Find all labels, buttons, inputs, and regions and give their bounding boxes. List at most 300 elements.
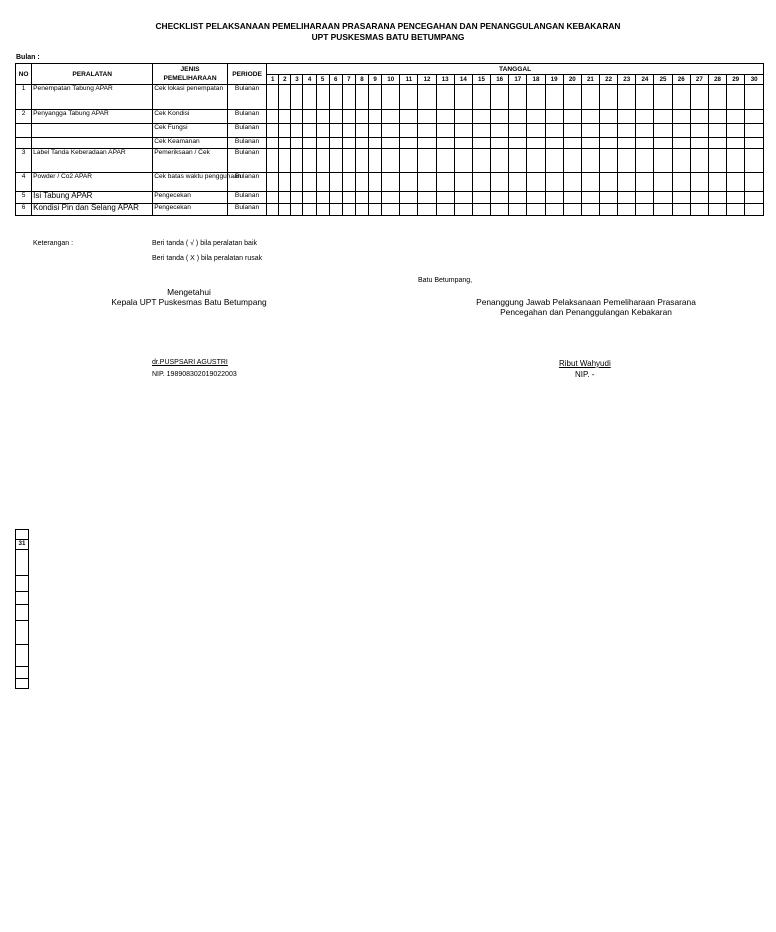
check-cell[interactable] <box>436 124 454 138</box>
check-cell[interactable] <box>279 149 291 173</box>
check-cell[interactable] <box>267 110 279 124</box>
check-cell[interactable] <box>316 149 329 173</box>
row-peralatan <box>32 138 153 149</box>
day-header-2: 2 <box>279 75 291 85</box>
check-cell[interactable] <box>509 204 527 216</box>
day-header-19: 19 <box>545 75 563 85</box>
check-cell[interactable] <box>563 173 581 192</box>
check-cell[interactable] <box>342 192 355 204</box>
check-cell[interactable] <box>600 204 618 216</box>
check-cell[interactable] <box>267 85 279 110</box>
check-cell[interactable] <box>545 149 563 173</box>
check-cell[interactable] <box>618 192 636 204</box>
check-cell[interactable] <box>400 173 418 192</box>
check-cell[interactable] <box>355 192 368 204</box>
check-cell[interactable] <box>491 204 509 216</box>
row-periode: Bulanan <box>227 85 266 110</box>
check-cell[interactable] <box>279 204 291 216</box>
check-cell[interactable] <box>600 192 618 204</box>
check-cell[interactable] <box>316 192 329 204</box>
check-cell[interactable] <box>355 110 368 124</box>
check-cell[interactable] <box>418 149 436 173</box>
check-cell[interactable] <box>291 110 303 124</box>
day-header-1: 1 <box>267 75 279 85</box>
check-cell[interactable] <box>581 138 599 149</box>
check-cell[interactable] <box>316 138 329 149</box>
check-cell[interactable] <box>690 173 708 192</box>
check-cell[interactable] <box>342 138 355 149</box>
check-cell[interactable] <box>690 124 708 138</box>
check-cell[interactable] <box>436 204 454 216</box>
check-cell[interactable] <box>545 124 563 138</box>
check-cell[interactable] <box>400 192 418 204</box>
check-cell[interactable] <box>545 192 563 204</box>
check-cell[interactable] <box>267 173 279 192</box>
check-cell[interactable] <box>316 85 329 110</box>
check-cell[interactable] <box>418 110 436 124</box>
check-cell[interactable] <box>382 192 400 204</box>
check-cell[interactable] <box>400 110 418 124</box>
check-cell[interactable] <box>745 85 764 110</box>
check-cell[interactable] <box>382 204 400 216</box>
check-cell[interactable] <box>303 173 316 192</box>
check-cell[interactable] <box>563 110 581 124</box>
day-header-13: 13 <box>436 75 454 85</box>
overflow-day-strip <box>15 529 29 689</box>
check-cell[interactable] <box>303 204 316 216</box>
check-cell[interactable] <box>472 110 490 124</box>
check-cell[interactable] <box>454 173 472 192</box>
check-cell[interactable] <box>654 85 672 110</box>
check-cell[interactable] <box>491 85 509 110</box>
strip-cell <box>16 591 28 604</box>
check-cell[interactable] <box>708 204 726 216</box>
check-cell[interactable] <box>303 124 316 138</box>
row-no: 5 <box>16 192 32 204</box>
check-cell[interactable] <box>382 110 400 124</box>
check-cell[interactable] <box>600 138 618 149</box>
document-title <box>0 21 776 43</box>
check-cell[interactable] <box>369 85 382 110</box>
check-cell[interactable] <box>509 192 527 204</box>
check-cell[interactable] <box>316 124 329 138</box>
check-cell[interactable] <box>342 124 355 138</box>
check-cell[interactable] <box>418 204 436 216</box>
sig-left-position: Kepala UPT Puskesmas Batu Betumpang <box>111 297 267 307</box>
check-cell[interactable] <box>690 192 708 204</box>
check-cell[interactable] <box>491 138 509 149</box>
check-cell[interactable] <box>329 110 342 124</box>
check-cell[interactable] <box>545 204 563 216</box>
check-cell[interactable] <box>400 204 418 216</box>
row-no: 4 <box>16 173 32 192</box>
check-cell[interactable] <box>727 204 745 216</box>
check-cell[interactable] <box>581 149 599 173</box>
check-cell[interactable] <box>581 192 599 204</box>
day-header-22: 22 <box>600 75 618 85</box>
check-cell[interactable] <box>745 110 764 124</box>
check-cell[interactable] <box>745 204 764 216</box>
check-cell[interactable] <box>745 124 764 138</box>
check-cell[interactable] <box>316 204 329 216</box>
check-cell[interactable] <box>436 138 454 149</box>
check-cell[interactable] <box>355 138 368 149</box>
check-cell[interactable] <box>279 192 291 204</box>
check-cell[interactable] <box>545 85 563 110</box>
strip-top-cell <box>16 530 28 539</box>
check-cell[interactable] <box>690 85 708 110</box>
check-cell[interactable] <box>527 85 545 110</box>
check-cell[interactable] <box>472 138 490 149</box>
day-header-6: 6 <box>329 75 342 85</box>
check-cell[interactable] <box>509 85 527 110</box>
check-cell[interactable] <box>267 192 279 204</box>
check-cell[interactable] <box>472 192 490 204</box>
row-jenis: Pengecekan <box>153 204 228 216</box>
check-cell[interactable] <box>369 124 382 138</box>
check-cell[interactable] <box>491 192 509 204</box>
check-cell[interactable] <box>355 85 368 110</box>
check-cell[interactable] <box>654 138 672 149</box>
check-cell[interactable] <box>454 149 472 173</box>
checklist-table <box>15 63 764 216</box>
check-cell[interactable] <box>342 110 355 124</box>
check-cell[interactable] <box>727 85 745 110</box>
check-cell[interactable] <box>654 110 672 124</box>
check-cell[interactable] <box>342 149 355 173</box>
day-header-10: 10 <box>382 75 400 85</box>
row-peralatan: Penyangga Tabung APAR <box>32 110 153 124</box>
check-cell[interactable] <box>636 173 654 192</box>
check-cell[interactable] <box>527 192 545 204</box>
check-cell[interactable] <box>316 173 329 192</box>
check-cell[interactable] <box>400 85 418 110</box>
check-cell[interactable] <box>708 138 726 149</box>
check-cell[interactable] <box>267 124 279 138</box>
check-cell[interactable] <box>291 173 303 192</box>
check-cell[interactable] <box>303 192 316 204</box>
check-cell[interactable] <box>279 173 291 192</box>
check-cell[interactable] <box>279 124 291 138</box>
check-cell[interactable] <box>509 138 527 149</box>
check-cell[interactable] <box>690 138 708 149</box>
day-header-9: 9 <box>369 75 382 85</box>
check-cell[interactable] <box>436 173 454 192</box>
check-cell[interactable] <box>329 149 342 173</box>
check-cell[interactable] <box>291 124 303 138</box>
check-cell[interactable] <box>436 85 454 110</box>
table-row <box>16 110 764 124</box>
check-cell[interactable] <box>279 138 291 149</box>
check-cell[interactable] <box>745 149 764 173</box>
check-cell[interactable] <box>745 138 764 149</box>
check-cell[interactable] <box>329 138 342 149</box>
check-cell[interactable] <box>618 149 636 173</box>
check-cell[interactable] <box>369 110 382 124</box>
strip-cell <box>16 678 28 688</box>
check-cell[interactable] <box>491 173 509 192</box>
check-cell[interactable] <box>618 110 636 124</box>
check-cell[interactable] <box>382 138 400 149</box>
check-cell[interactable] <box>382 149 400 173</box>
check-cell[interactable] <box>636 110 654 124</box>
keterangan-label: Keterangan : <box>33 240 74 247</box>
check-cell[interactable] <box>418 173 436 192</box>
check-cell[interactable] <box>454 85 472 110</box>
check-cell[interactable] <box>418 192 436 204</box>
check-cell[interactable] <box>581 124 599 138</box>
day-header-7: 7 <box>342 75 355 85</box>
check-cell[interactable] <box>618 173 636 192</box>
check-cell[interactable] <box>527 124 545 138</box>
check-cell[interactable] <box>672 192 690 204</box>
check-cell[interactable] <box>654 149 672 173</box>
check-cell[interactable] <box>636 204 654 216</box>
check-cell[interactable] <box>491 110 509 124</box>
check-cell[interactable] <box>267 138 279 149</box>
table-row <box>16 149 764 173</box>
strip-cell <box>16 620 28 644</box>
check-cell[interactable] <box>618 85 636 110</box>
check-cell[interactable] <box>708 110 726 124</box>
check-cell[interactable] <box>329 173 342 192</box>
check-cell[interactable] <box>600 110 618 124</box>
check-cell[interactable] <box>491 149 509 173</box>
check-cell[interactable] <box>369 149 382 173</box>
check-cell[interactable] <box>291 85 303 110</box>
check-cell[interactable] <box>527 204 545 216</box>
bulan-label: Bulan : <box>16 54 40 61</box>
check-cell[interactable] <box>454 192 472 204</box>
check-cell[interactable] <box>454 124 472 138</box>
check-cell[interactable] <box>355 204 368 216</box>
check-cell[interactable] <box>527 138 545 149</box>
check-cell[interactable] <box>727 110 745 124</box>
strip-cell <box>16 549 28 575</box>
check-cell[interactable] <box>400 149 418 173</box>
check-cell[interactable] <box>708 173 726 192</box>
row-periode: Bulanan <box>227 192 266 204</box>
header-periode: PERIODE <box>227 64 266 85</box>
check-cell[interactable] <box>672 110 690 124</box>
strip-day-31: 31 <box>16 539 28 549</box>
table-row <box>16 192 764 204</box>
check-cell[interactable] <box>509 173 527 192</box>
check-cell[interactable] <box>303 110 316 124</box>
check-cell[interactable] <box>727 124 745 138</box>
check-cell[interactable] <box>708 192 726 204</box>
keterangan-rusak: Beri tanda ( X ) bila peralatan rusak <box>152 255 263 262</box>
check-cell[interactable] <box>545 138 563 149</box>
row-peralatan: Powder / Co2 APAR <box>32 173 153 192</box>
check-cell[interactable] <box>708 149 726 173</box>
check-cell[interactable] <box>329 85 342 110</box>
check-cell[interactable] <box>472 149 490 173</box>
check-cell[interactable] <box>355 124 368 138</box>
day-header-14: 14 <box>454 75 472 85</box>
check-cell[interactable] <box>672 204 690 216</box>
check-cell[interactable] <box>472 85 490 110</box>
check-cell[interactable] <box>291 204 303 216</box>
table-row <box>16 124 764 138</box>
row-jenis: Pengecekan <box>153 192 228 204</box>
check-cell[interactable] <box>654 173 672 192</box>
check-cell[interactable] <box>690 149 708 173</box>
check-cell[interactable] <box>672 138 690 149</box>
check-cell[interactable] <box>355 173 368 192</box>
check-cell[interactable] <box>727 192 745 204</box>
check-cell[interactable] <box>369 138 382 149</box>
check-cell[interactable] <box>727 173 745 192</box>
check-cell[interactable] <box>527 173 545 192</box>
check-cell[interactable] <box>636 149 654 173</box>
check-cell[interactable] <box>382 85 400 110</box>
check-cell[interactable] <box>369 192 382 204</box>
check-cell[interactable] <box>527 110 545 124</box>
check-cell[interactable] <box>329 192 342 204</box>
check-cell[interactable] <box>636 85 654 110</box>
check-cell[interactable] <box>454 138 472 149</box>
check-cell[interactable] <box>581 110 599 124</box>
check-cell[interactable] <box>509 149 527 173</box>
check-cell[interactable] <box>672 173 690 192</box>
day-header-23: 23 <box>618 75 636 85</box>
check-cell[interactable] <box>563 85 581 110</box>
check-cell[interactable] <box>342 204 355 216</box>
strip-cell <box>16 644 28 666</box>
check-cell[interactable] <box>342 173 355 192</box>
day-header-27: 27 <box>690 75 708 85</box>
check-cell[interactable] <box>472 124 490 138</box>
check-cell[interactable] <box>618 138 636 149</box>
check-cell[interactable] <box>291 138 303 149</box>
check-cell[interactable] <box>267 204 279 216</box>
check-cell[interactable] <box>600 124 618 138</box>
row-periode: Bulanan <box>227 204 266 216</box>
check-cell[interactable] <box>581 204 599 216</box>
sig-right-nip: NIP. - <box>575 370 595 379</box>
check-cell[interactable] <box>418 138 436 149</box>
check-cell[interactable] <box>400 138 418 149</box>
check-cell[interactable] <box>418 124 436 138</box>
check-cell[interactable] <box>672 149 690 173</box>
row-peralatan: Isi Tabung APAR <box>32 192 153 204</box>
check-cell[interactable] <box>329 124 342 138</box>
check-cell[interactable] <box>303 138 316 149</box>
check-cell[interactable] <box>636 138 654 149</box>
check-cell[interactable] <box>303 85 316 110</box>
check-cell[interactable] <box>563 149 581 173</box>
day-header-16: 16 <box>491 75 509 85</box>
check-cell[interactable] <box>267 149 279 173</box>
check-cell[interactable] <box>745 192 764 204</box>
header-tanggal: TANGGAL <box>267 64 764 75</box>
title-line-1: CHECKLIST PELAKSANAAN PEMELIHARAAN PRASARANA PENCEGAHAN DAN PENANGGULANGAN KEBAKARAN <box>155 21 621 31</box>
check-cell[interactable] <box>708 124 726 138</box>
check-cell[interactable] <box>291 192 303 204</box>
check-cell[interactable] <box>382 124 400 138</box>
check-cell[interactable] <box>727 149 745 173</box>
check-cell[interactable] <box>600 173 618 192</box>
row-jenis: Cek lokasi penempatan <box>153 85 228 110</box>
check-cell[interactable] <box>708 85 726 110</box>
check-cell[interactable] <box>672 124 690 138</box>
check-cell[interactable] <box>672 85 690 110</box>
check-cell[interactable] <box>527 149 545 173</box>
check-cell[interactable] <box>279 110 291 124</box>
check-cell[interactable] <box>509 124 527 138</box>
check-cell[interactable] <box>355 149 368 173</box>
sig-right-position-1: Penanggung Jawab Pelaksanaan Pemeliharaan Prasarana <box>476 297 696 307</box>
check-cell[interactable] <box>316 110 329 124</box>
check-cell[interactable] <box>618 204 636 216</box>
check-cell[interactable] <box>418 85 436 110</box>
check-cell[interactable] <box>369 204 382 216</box>
check-cell[interactable] <box>581 85 599 110</box>
check-cell[interactable] <box>545 173 563 192</box>
check-cell[interactable] <box>509 110 527 124</box>
check-cell[interactable] <box>472 173 490 192</box>
check-cell[interactable] <box>382 173 400 192</box>
check-cell[interactable] <box>727 138 745 149</box>
sig-left-name: dr.PUSPSARI AGUSTRI <box>152 359 228 366</box>
check-cell[interactable] <box>636 124 654 138</box>
sig-left-heading: Mengetahui <box>167 287 211 297</box>
check-cell[interactable] <box>303 149 316 173</box>
strip-cell <box>16 604 28 620</box>
day-header-30: 30 <box>745 75 764 85</box>
check-cell[interactable] <box>472 204 490 216</box>
day-header-29: 29 <box>727 75 745 85</box>
check-cell[interactable] <box>636 192 654 204</box>
check-cell[interactable] <box>563 204 581 216</box>
check-cell[interactable] <box>545 110 563 124</box>
day-header-18: 18 <box>527 75 545 85</box>
table-row <box>16 204 764 216</box>
check-cell[interactable] <box>454 110 472 124</box>
check-cell[interactable] <box>563 192 581 204</box>
check-cell[interactable] <box>291 149 303 173</box>
check-cell[interactable] <box>491 124 509 138</box>
check-cell[interactable] <box>329 204 342 216</box>
check-cell[interactable] <box>436 110 454 124</box>
check-cell[interactable] <box>436 192 454 204</box>
check-cell[interactable] <box>600 149 618 173</box>
check-cell[interactable] <box>600 85 618 110</box>
check-cell[interactable] <box>618 124 636 138</box>
check-cell[interactable] <box>436 149 454 173</box>
check-cell[interactable] <box>563 124 581 138</box>
check-cell[interactable] <box>745 173 764 192</box>
check-cell[interactable] <box>654 124 672 138</box>
day-header-26: 26 <box>672 75 690 85</box>
check-cell[interactable] <box>581 173 599 192</box>
check-cell[interactable] <box>400 124 418 138</box>
sig-right-name: Ribut Wahyudi <box>559 359 611 368</box>
check-cell[interactable] <box>279 85 291 110</box>
day-header-15: 15 <box>472 75 490 85</box>
check-cell[interactable] <box>690 204 708 216</box>
row-periode: Bulanan <box>227 124 266 138</box>
check-cell[interactable] <box>563 138 581 149</box>
check-cell[interactable] <box>654 204 672 216</box>
check-cell[interactable] <box>342 85 355 110</box>
check-cell[interactable] <box>369 173 382 192</box>
check-cell[interactable] <box>654 192 672 204</box>
check-cell[interactable] <box>454 204 472 216</box>
row-no: 3 <box>16 149 32 173</box>
check-cell[interactable] <box>690 110 708 124</box>
